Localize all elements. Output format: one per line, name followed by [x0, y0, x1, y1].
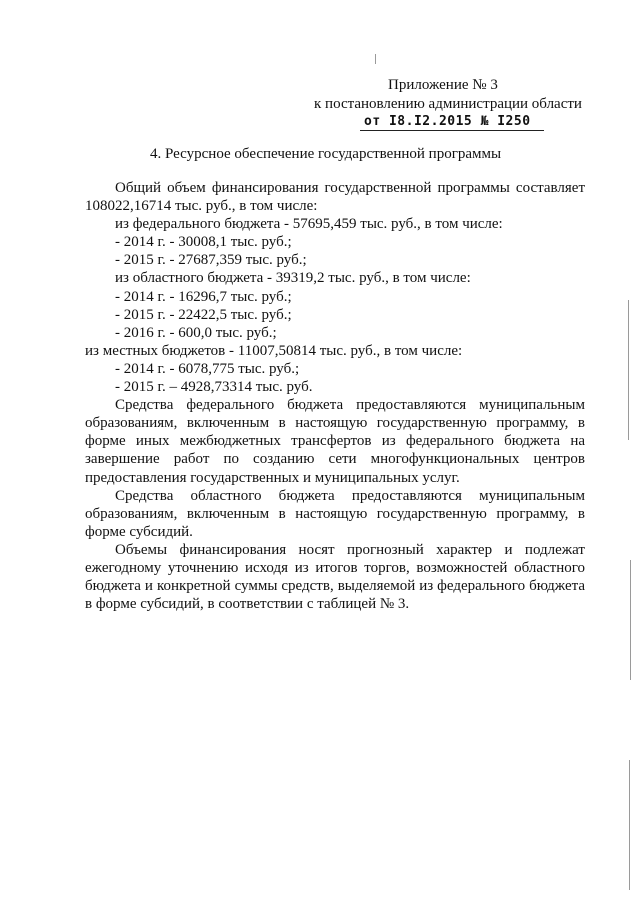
federal-funds-paragraph: Средства федерального бюджета предоставляются муниципальным образованиям, включенным в настоящую государственную программу, в форме иных межбюджетных трансфертов из федерального бюджета на завершение работ по созданию сети многофункциональных центров предоставления государственных и муниципальных услуг.	[85, 397, 585, 486]
appendix-header	[300, 76, 590, 114]
scan-mark-right-1	[628, 300, 629, 440]
federal-2014-line: - 2014 г. - 30008,1 тыс. руб.;	[115, 234, 292, 251]
funding-volumes-paragraph: Объемы финансирования носят прогнозный характер и подлежат ежегодному уточнению исходя из итогов торгов, возможностей областного бюджета и конкретной суммы средств, выделяемой из федерального бюджета в форме субсидий, в соответствии с таблицей № 3.	[85, 541, 585, 613]
appendix-number: Приложение № 3	[388, 77, 498, 93]
section-title: 4. Ресурсное обеспечение государственной программы	[150, 146, 502, 162]
appendix-reference: к постановлению администрации области	[314, 96, 582, 112]
federal-budget-line: из федерального бюджета - 57695,459 тыс. руб., в том числе:	[115, 216, 503, 233]
regional-2014-line: - 2014 г. - 16296,7 тыс. руб.;	[115, 288, 292, 305]
total-funding-paragraph: Общий объем финансирования государственной программы составляет 108022,16714 тыс. руб., в том числе:	[85, 180, 585, 215]
scan-mark-right-2	[630, 560, 631, 680]
regional-funds-paragraph: Средства областного бюджета предоставляются муниципальным образованиям, включенным в настоящую государственную программу, в форме субсидий.	[85, 487, 585, 540]
local-budget-line: из местных бюджетов - 11007,50814 тыс. руб., в том числе:	[85, 342, 463, 359]
regional-2016-line: - 2016 г. - 600,0 тыс. руб.;	[115, 324, 277, 341]
regional-budget-line: из областного бюджета - 39319,2 тыс. руб., в том числе:	[115, 270, 471, 287]
federal-2015-line: - 2015 г. - 27687,359 тыс. руб.;	[115, 252, 307, 269]
regional-2015-line: - 2015 г. - 22422,5 тыс. руб.;	[115, 306, 292, 323]
date-number-stamp: от I8.I2.2015 № I250	[360, 114, 544, 131]
local-2015-line: - 2015 г. – 4928,73314 тыс. руб.	[115, 379, 313, 396]
document-body	[85, 179, 585, 613]
local-2014-line: - 2014 г. - 6078,775 тыс. руб.;	[115, 360, 300, 377]
scan-mark-right-3	[629, 760, 630, 890]
scan-mark-top	[375, 54, 376, 64]
